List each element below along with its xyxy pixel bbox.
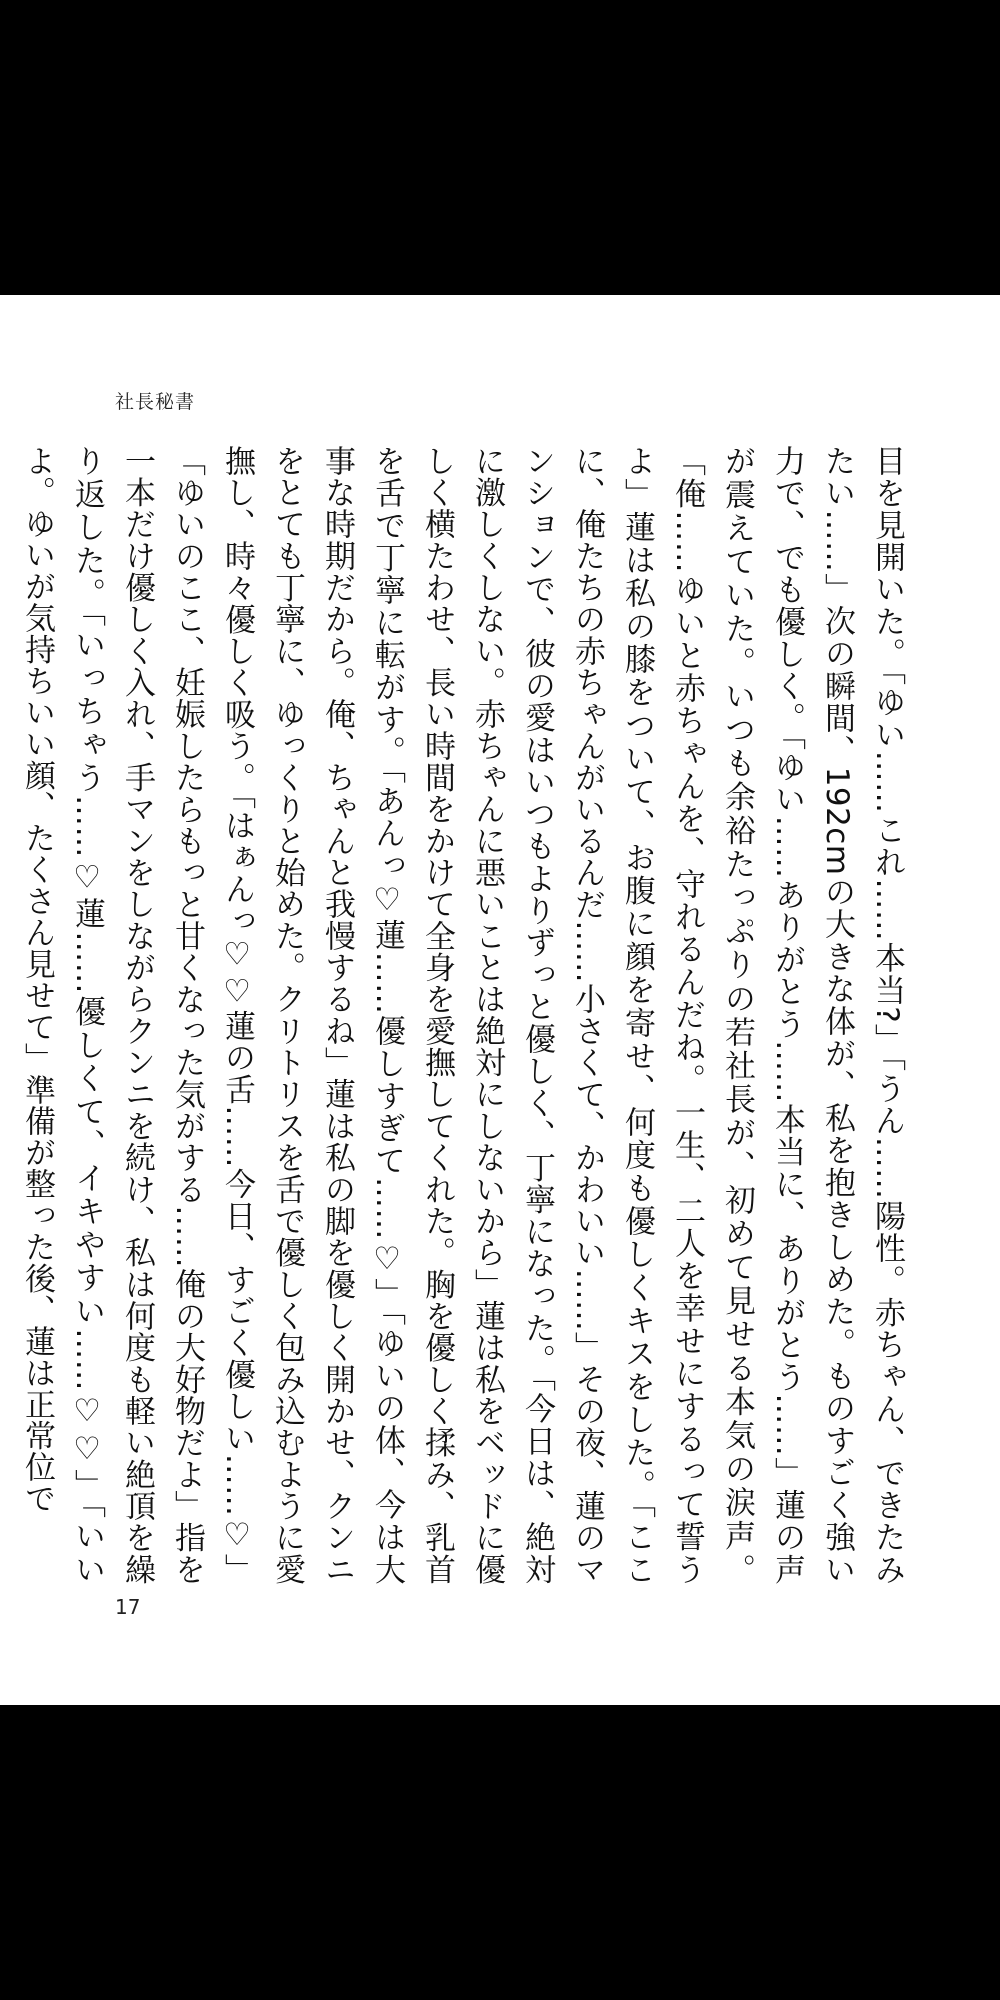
running-header: 社長秘書	[115, 391, 196, 413]
page-number: 17	[115, 1595, 141, 1619]
book-page	[0, 295, 1000, 1705]
vertical-body-text: 目を見開いた。「ゆい……これ……本当?」「うん……陽性。赤ちゃん、できたみたい……」次の瞬間、192cmの大きな体が、私を抱きしめた。ものすごく強い力で、でも優しく。「ゆい……ありがとう……本当に、ありがとう……」蓮の声が震えていた。いつも余裕たっぷりの若社長が、初めて見せる本気の涙声。「俺……ゆいと赤ちゃんを、守れるんだね。一生、二人を幸せにするって誓うよ」蓮は私の膝をついて、お腹に顔を寄せ、何度も優しくキスをした。「ここに、俺たちの赤ちゃんがいるんだ……小さくて、かわいい……」その夜、蓮のマンションで、彼の愛はいつもよりずっと優しく、丁寧になった。「今日は、絶対に激しくしない。赤ちゃんに悪いことは絶対にしないから」蓮は私をベッドに優しく横たわせ、長い時間をかけて全身を愛撫してくれた。胸を優しく揉み、乳首を舌で丁寧に転がす。「あんっ♡蓮……優しすぎて……♡」「ゆいの体、今は大事な時期だから。俺、ちゃんと我慢するね」蓮は私の脚を優しく開かせ、クンニをとても丁寧に、ゆっくりと始めた。クリトリスを舌で優しく包み込むように愛撫し、時々優しく吸う。「はぁんっ♡♡蓮の舌……今日、すごく優しい……♡」「ゆいのここ、妊娠したらもっと甘くなった気がする……俺の大好物だよ」指を一本だけ優しく入れ、手マンをしながらクンニを続け、私は何度も軽い絶頂を繰り返した。「いっちゃう……♡蓮……優しくて、イキやすい……♡♡」「いいよ。ゆいが気持ちいい顔、たくさん見せて」準備が整った後、蓮は正常位で	[19, 445, 905, 1585]
